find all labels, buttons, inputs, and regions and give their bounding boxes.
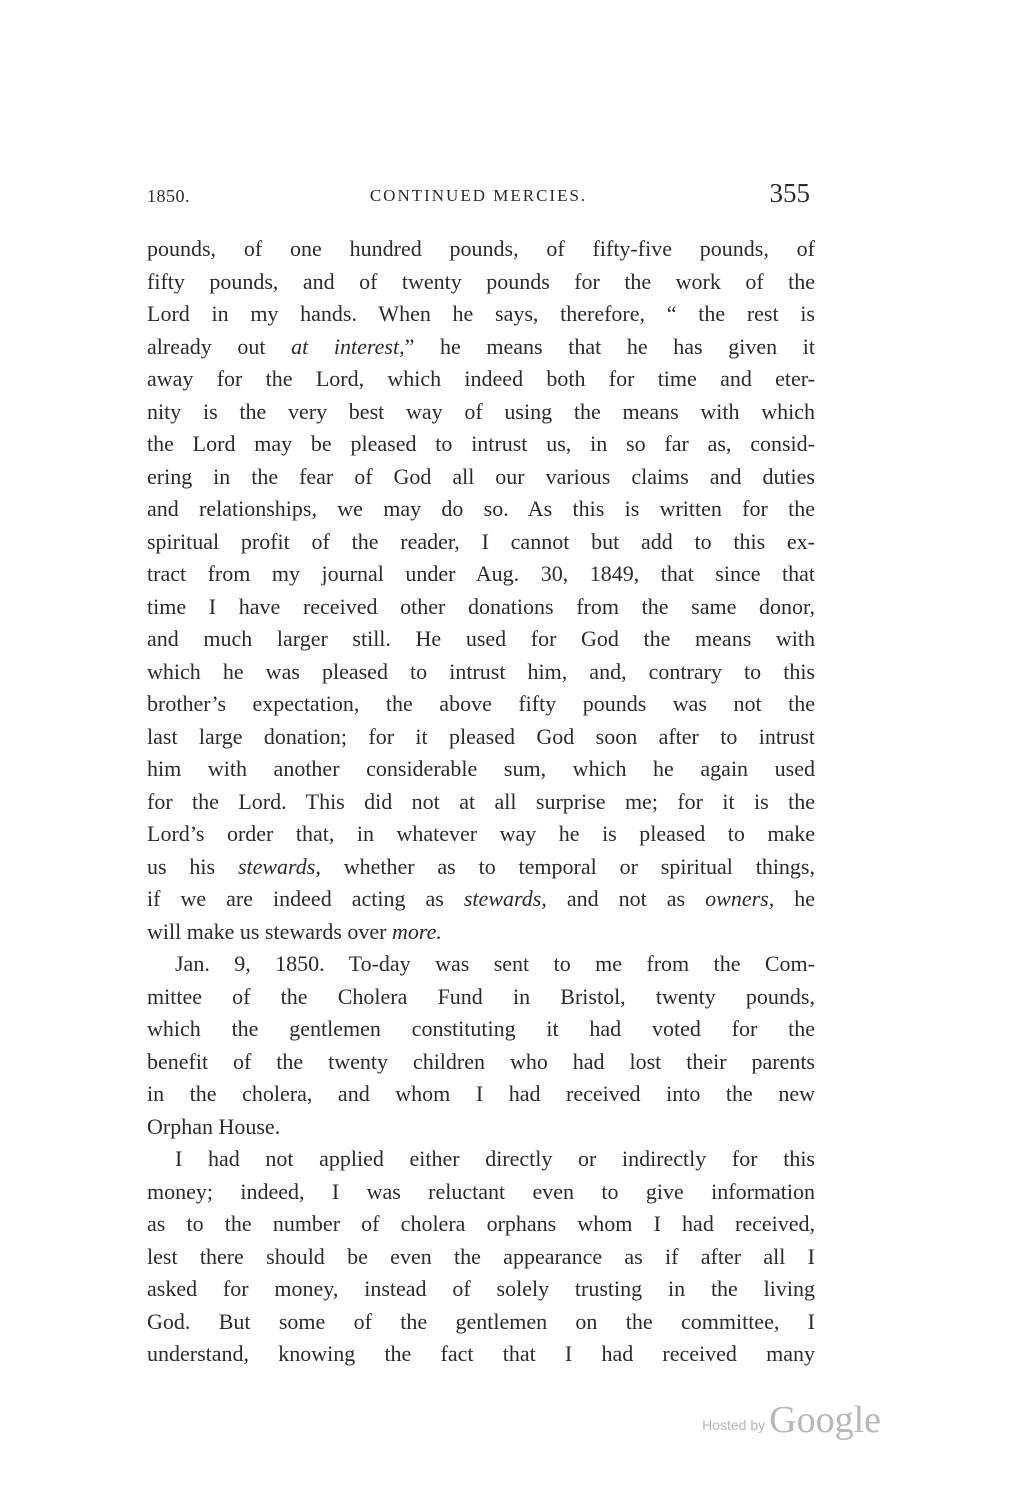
text-line: in the cholera, and whom I had received into the new [147, 1081, 815, 1106]
text-line: away for the Lord, which indeed both for time and eter- [147, 366, 815, 391]
text-line: nity is the very best way of using the means with which [147, 398, 815, 424]
text-line: benefit of the twenty children who had lost their parents [147, 1048, 815, 1074]
text-line: if we are indeed acting as stewards, and not as owners, he [147, 886, 815, 911]
text-line: last large donation; for it pleased God soon after to intrust [147, 723, 815, 749]
running-head [147, 178, 810, 218]
paragraph-end-line: will make us stewards over more. [147, 918, 442, 944]
text-line: us his stewards, whether as to temporal or spiritual things, [147, 853, 815, 879]
text-line: asked for money, instead of solely trusting in the living [147, 1276, 815, 1301]
text-line: Lord in my hands. When he says, therefore, “ the rest is [147, 301, 815, 326]
google-logo: Google [769, 1399, 881, 1441]
text-line: which the gentlemen constituting it had voted for the [147, 1016, 815, 1041]
text-line: for the Lord. This did not at all surprise me; for it is the [147, 788, 815, 814]
text-line: fifty pounds, and of twenty pounds for the work of the [147, 268, 815, 294]
text-line: the Lord may be pleased to intrust us, in so far as, consid- [147, 431, 815, 456]
text-line: money; indeed, I was reluctant even to give information [147, 1178, 815, 1204]
text-line: mittee of the Cholera Fund in Bristol, twenty pounds, [147, 983, 815, 1009]
text-line: Lord’s order that, in whatever way he is pleased to make [147, 821, 815, 846]
header-year: 1850. [147, 186, 190, 206]
header-title: CONTINUED MERCIES. [369, 186, 588, 205]
text-line: time I have received other donations from the same donor, [147, 593, 815, 619]
paragraph-start-line: Jan. 9, 1850. To-day was sent to me from the Com- [175, 951, 815, 976]
text-line: already out at interest,” he means that he has given it [147, 333, 815, 359]
text-line: which he was pleased to intrust him, and, contrary to this [147, 658, 815, 684]
text-line: tract from my journal under Aug. 30, 1849, that since that [147, 561, 815, 586]
text-line: understand, knowing the fact that I had received many [147, 1341, 815, 1366]
text-line: brother’s expectation, the above fifty pounds was not the [147, 691, 815, 716]
text-line: him with another considerable sum, which he again used [147, 756, 815, 781]
hosted-by-google-watermark [702, 1392, 881, 1442]
text-line: lest there should be even the appearance as if after all I [147, 1243, 815, 1269]
text-line: ering in the fear of God all our various claims and duties [147, 463, 815, 489]
body-text [147, 233, 815, 1371]
text-line: as to the number of cholera orphans whom I had received, [147, 1211, 815, 1236]
text-line: and much larger still. He used for God the means with [147, 626, 815, 651]
hosted-by-label: Hosted by [702, 1417, 766, 1433]
paragraph-end-line: Orphan House. [147, 1113, 281, 1139]
paragraph-start-line: I had not applied either directly or indirectly for this [175, 1146, 815, 1171]
text-line: and relationships, we may do so. As this is written for the [147, 496, 815, 521]
text-line: God. But some of the gentlemen on the committee, I [147, 1308, 815, 1334]
text-line: spiritual profit of the reader, I cannot but add to this ex- [147, 528, 815, 554]
page-number: 355 [769, 178, 810, 208]
text-line: pounds, of one hundred pounds, of fifty-five pounds, of [147, 236, 815, 261]
